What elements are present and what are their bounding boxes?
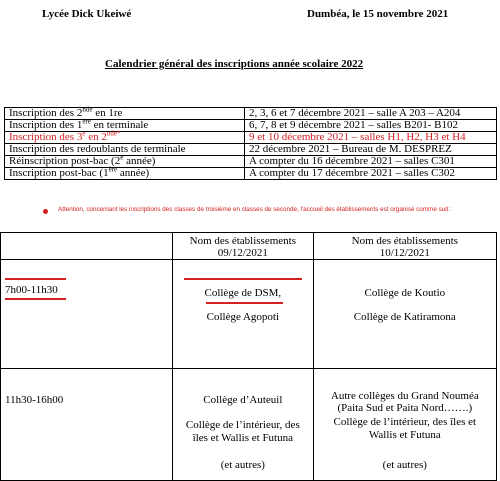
afternoon-day1-college-a: Collège d’Auteuil — [203, 394, 283, 406]
attention-note: Attention, concernant les inscriptions des classes de troisième en classes de seconde, l'accueil des établissements est organisé comme suit : — [58, 206, 452, 213]
day1-date: 09/12/2021 — [217, 247, 268, 259]
superscript: e — [82, 129, 86, 138]
afternoon-day2-college-a: Autre collèges du Grand Nouméa (Paita Sud et Paita Nord…….) — [330, 390, 479, 414]
bullet-icon — [43, 209, 48, 214]
afternoon-time-cell — [1, 369, 173, 481]
registration-detail: 2, 3, 6 et 7 décembre 2021 – salle A 203 – A204 — [245, 108, 497, 120]
registration-label — [5, 153, 245, 168]
superscript: ere — [82, 117, 91, 126]
morning-day1-college-a: Collège de DSM, — [204, 287, 282, 299]
afternoon-time: 11h30-16h00 — [5, 394, 64, 406]
label-text: année) — [123, 155, 156, 167]
registration-label — [5, 117, 245, 132]
registration-detail: 9 et 10 décembre 2021 – salles H1, H2, H3 et H4 — [245, 132, 497, 144]
highlight-line — [206, 302, 283, 304]
superscript: e — [120, 153, 124, 162]
registration-label — [5, 105, 245, 120]
label-text: en 2 — [85, 131, 107, 143]
schedule-header-row — [1, 233, 497, 260]
afternoon-day2-college-b: Collège de l’intérieur, des îles et Wallis et Futuna — [333, 416, 477, 441]
schedule-header-day1 — [173, 233, 314, 260]
superscript: nde* — [106, 129, 121, 138]
schedule-table — [0, 232, 497, 481]
school-name: Lycée Dick Ukeiwé — [42, 8, 132, 20]
day2-header-label: Nom des établissements — [351, 235, 458, 247]
registration-label — [5, 129, 245, 144]
label-text: Inscription post-bac (1 — [9, 167, 109, 179]
registration-row — [5, 168, 497, 180]
afternoon-day2-cell — [313, 369, 496, 481]
registration-row — [5, 144, 497, 156]
morning-day1-cell — [173, 260, 314, 369]
label-text: en terminale — [90, 119, 149, 131]
morning-time: 7h00-11h30 — [5, 284, 58, 296]
registration-row — [5, 132, 497, 144]
label-text: Réinscription post-bac (2 — [9, 155, 121, 167]
afternoon-day1-others: (et autres) — [220, 459, 265, 471]
registration-row — [5, 120, 497, 132]
afternoon-day2-others: (et autres) — [382, 459, 427, 471]
label-text: en 1re — [92, 107, 123, 119]
highlight-line — [5, 278, 66, 280]
schedule-header-empty — [1, 233, 173, 260]
label-text: année) — [117, 167, 150, 179]
label-text: Inscription des 1 — [9, 119, 83, 131]
highlight-line — [5, 298, 66, 300]
registration-row — [5, 108, 497, 120]
registration-label — [5, 144, 245, 156]
registration-detail: 6, 7, 8 et 9 décembre 2021 – salles B201- B102 — [245, 120, 497, 132]
place-date: Dumbéa, le 15 novembre 2021 — [307, 8, 449, 20]
registration-table — [4, 107, 497, 180]
registration-label — [5, 165, 245, 180]
registration-row — [5, 156, 497, 168]
morning-day1-college-b: Collège Agopoti — [206, 311, 280, 323]
afternoon-day1-cell — [173, 369, 314, 481]
schedule-header-day2 — [313, 233, 496, 260]
superscript: ère — [108, 165, 118, 174]
afternoon-day1-college-b: Collège de l’intérieur, des îles et Wallis et Futuna — [185, 419, 300, 444]
day1-header-label: Nom des établissements — [189, 235, 296, 247]
page-title: Calendrier général des inscriptions année scolaire 2022 — [105, 58, 364, 70]
label-text: Inscription des 2 — [9, 107, 83, 119]
label-text: Inscription des redoublants de terminale — [9, 143, 186, 155]
day2-date: 10/12/2021 — [379, 247, 430, 259]
morning-day2-college-b: Collège de Katiramona — [353, 311, 456, 323]
morning-day2-cell — [313, 260, 496, 369]
morning-time-cell — [1, 260, 173, 369]
schedule-row-afternoon — [1, 369, 497, 481]
morning-day2-college-a: Collège de Koutio — [364, 287, 446, 299]
schedule-row-morning — [1, 260, 497, 369]
registration-detail: A compter du 17 décembre 2021 – salles C302 — [245, 168, 497, 180]
registration-detail: 22 décembre 2021 – Bureau de M. DESPREZ — [245, 144, 497, 156]
registration-detail: A compter du 16 décembre 2021 – salles C301 — [245, 156, 497, 168]
highlight-line — [184, 278, 302, 280]
label-text: Inscription des 3 — [9, 131, 83, 143]
superscript: nde — [82, 105, 93, 114]
